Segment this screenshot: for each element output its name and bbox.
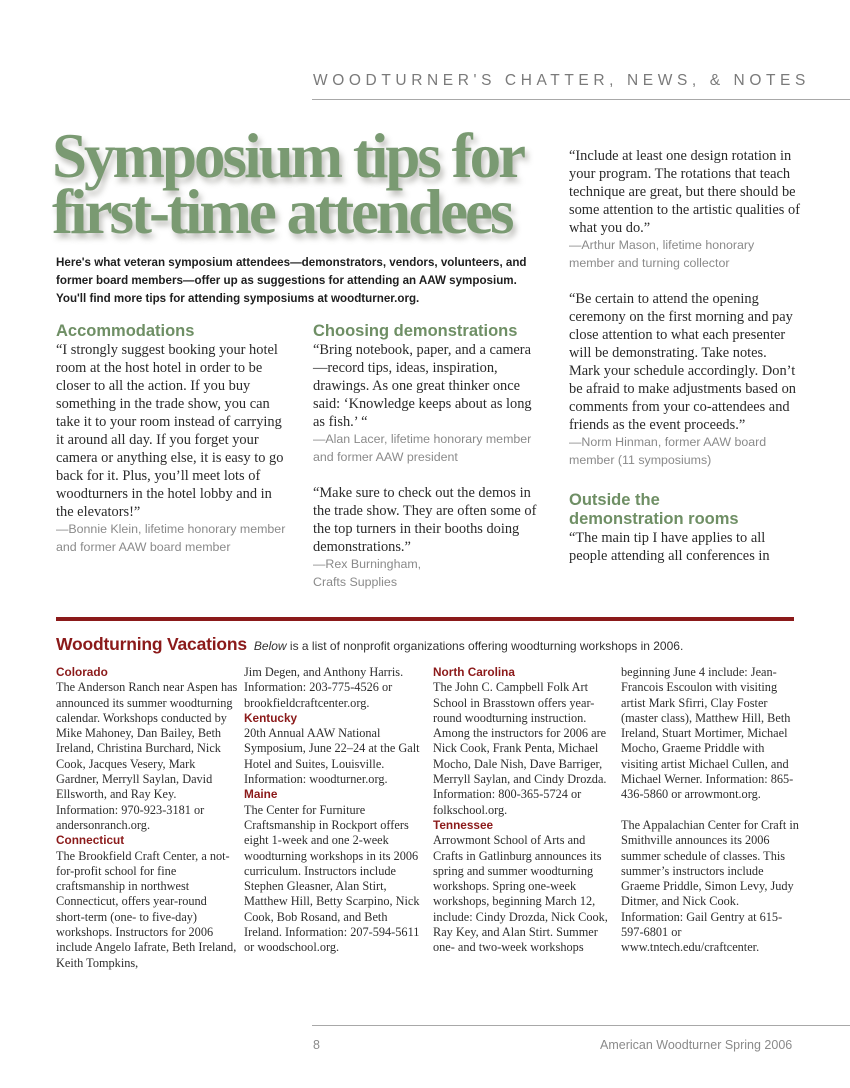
quote: “Include at least one design rotation in your program. The rotations that teach technique are great, but there should be some attention to the artistic qualities of what you do.” bbox=[569, 148, 800, 236]
attribution: —Alan Lacer, lifetime honorary member and former AAW president bbox=[313, 432, 532, 464]
quote: “Be certain to attend the opening ceremony on the first morning and pay close attention to what each presenter will be demonstrating. Take notes. Mark your schedule accordingly. Don’t be afraid to make adjustments based on comments from your co-attendees and friends as the event proceeds.” bbox=[569, 291, 796, 433]
vacations-subtitle-text: is a list of nonprofit organizations offering woodturning workshops in 2006. bbox=[286, 639, 684, 653]
state-text: The Brookfield Craft Center, a not-for-profit school for fine craftsmanship in northwest Connecticut, offers year-round short-term (one- to five-day) workshops. Instructors for 2006 include Angelo Iafrate, Beth Ireland, Keith Tompkins, bbox=[56, 848, 237, 970]
state-heading: Colorado bbox=[56, 665, 108, 679]
vacations-column-2 bbox=[244, 665, 426, 956]
state-text: 20th Annual AAW National Symposium, June 22–24 at the Galt Hotel and Suites, Louisville. Information: woodturner.org. bbox=[244, 726, 420, 787]
section-heading: Accommodations bbox=[56, 322, 195, 340]
section-divider-rule bbox=[56, 617, 794, 621]
attribution: —Arthur Mason, lifetime honorary member and turning collector bbox=[569, 238, 755, 270]
vacations-column-1 bbox=[56, 665, 238, 971]
vacations-column-3 bbox=[433, 665, 615, 956]
column-three bbox=[569, 147, 801, 565]
quote: “The main tip I have applies to all people attending all conferences in bbox=[569, 530, 770, 564]
attribution-line: —Rex Burningham, bbox=[313, 557, 422, 571]
attribution-line: Crafts Supplies bbox=[313, 574, 398, 589]
quote: “Make sure to check out the demos in the trade show. They are often some of the top turners in their booths doing demonstrations.” bbox=[313, 485, 537, 555]
vacations-subtitle-emphasis: Below bbox=[253, 639, 287, 653]
footer-rule bbox=[312, 1025, 850, 1026]
attribution: —Norm Hinman, former AAW board member (11 symposiums) bbox=[569, 435, 767, 467]
column-accommodations bbox=[56, 322, 288, 556]
running-head: WOODTURNER'S CHATTER, NEWS, & NOTES bbox=[313, 72, 810, 89]
headline bbox=[52, 121, 552, 247]
publication-name: American Woodturner Spring 2006 bbox=[600, 1038, 793, 1052]
headline-line-2: first-time attendees bbox=[52, 177, 512, 247]
state-heading: Kentucky bbox=[244, 710, 298, 725]
header-rule bbox=[312, 99, 850, 100]
deck: Here's what veteran symposium attendees—demonstrators, vendors, volunteers, and former board members—offer up as suggestions for attending an AAW symposium. You'll find more tips for attending symposiums at woodturner.org. bbox=[56, 256, 527, 305]
vacations-column-4 bbox=[621, 665, 803, 956]
page-number: 8 bbox=[313, 1038, 320, 1052]
state-text-continued: Jim Degen, and Anthony Harris. Information: 203-775-4526 or brookfieldcraftcenter.org. bbox=[244, 665, 404, 710]
state-heading: Connecticut bbox=[56, 833, 125, 848]
column-choosing-demonstrations bbox=[313, 322, 545, 591]
quote: “I strongly suggest booking your hotel room at the host hotel in order to be closer to all the action. If you buy something in the trade show, you can take it to your room instead of carrying it around all day. If you forget your camera or anything else, it is easy to go back for it. Plus, you’ll meet lots of woodturners in the hotel lobby and in the elevators!” bbox=[56, 342, 284, 520]
state-heading: North Carolina bbox=[433, 665, 515, 679]
vacations-subtitle bbox=[254, 639, 683, 653]
vacations-title-bar bbox=[56, 634, 683, 655]
section-heading: Choosing demonstrations bbox=[313, 322, 518, 340]
attribution bbox=[313, 556, 545, 591]
attribution: —Bonnie Klein, lifetime honorary member and former AAW board member bbox=[56, 522, 286, 554]
state-text: The John C. Campbell Folk Art School in Brasstown offers year-round woodturning instruction. Among the instructors for 2006 are Nick Cook, Frank Penta, Michael Mocho, Dale Nish, Dave Barriger, Merryll Saylan, and Cindy Drozda. Information: 800-365-5724 or folkschool.org. bbox=[433, 680, 607, 817]
quote: “Bring notebook, paper, and a camera—record tips, ideas, inspiration, drawings. As one great thinker once said: ‘Knowledge keeps about as long as fish.’ “ bbox=[313, 342, 532, 430]
section-heading bbox=[569, 491, 801, 529]
headline-line-1: Symposium tips for bbox=[52, 121, 524, 191]
state-heading: Maine bbox=[244, 787, 278, 802]
state-text: The Anderson Ranch near Aspen has announced its summer woodturning calendar. Workshops conducted by Mike Mahoney, Dan Bailey, Beth Ireland, Christina Burchard, Nick Cook, Jacques Vesery, Mark Gardner, Merryll Saylan, David Ellsworth, and Ray Key. Information: 970-923-3181 or andersonranch.org. bbox=[56, 680, 238, 832]
state-heading: Tennessee bbox=[433, 817, 494, 832]
vacations-title: Woodturning Vacations bbox=[56, 634, 247, 654]
state-text-continued: beginning June 4 include: Jean-Francois Escoulon with visiting artist Mark Sfirri, Clay Foster (master class), Matthew Hill, Beth Ireland, Stuart Mortimer, Michael Mocho, Graeme Priddle with visiting artist Michael Cullen, and Michael Werner. Information: 865-436-5860 or arrowmont.org. bbox=[621, 665, 794, 802]
section-heading-line: demonstration rooms bbox=[569, 510, 739, 528]
state-text: The Center for Furniture Craftsmanship in Rockport offers eight 1-week and one 2-week woodturning workshops in its 2006 curriculum. Instructors include Stephen Gleasner, Alan Stirt, Matthew Hill, Betty Scarpino, Nick Cook, Bob Rosand, and Beth Ireland. Information: 207-594-5611 or woodschool.org. bbox=[244, 802, 420, 955]
section-heading-line: Outside the bbox=[569, 491, 660, 509]
state-text: The Appalachian Center for Craft in Smithville announces its 2006 summer schedule of classes. This summer’s instructors include Graeme Priddle, Simon Levy, Judy Ditmer, and Nick Cook. Information: Gail Gentry at 615-597-6801 or www.tntech.edu/craftcenter. bbox=[621, 817, 799, 955]
state-text: Arrowmont School of Arts and Crafts in Gatlinburg announces its spring and summer woodturning workshops. Spring one-week workshops, beginning March 12, include: Cindy Drozda, Nick Cook, Ray Key, and Alan Stirt. Summer one- and two-week workshops bbox=[433, 833, 608, 955]
